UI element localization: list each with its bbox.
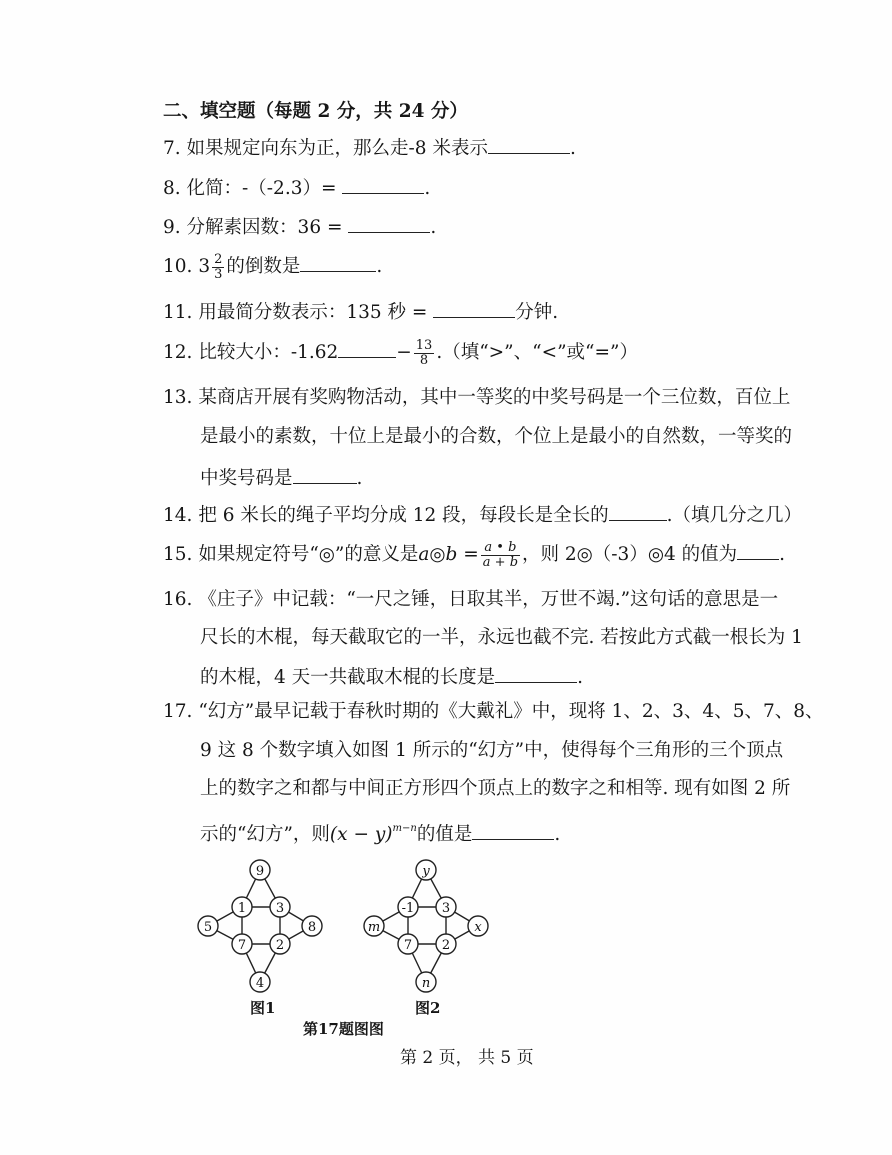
node-label: 2: [275, 938, 285, 953]
node-label: 5: [203, 920, 213, 935]
question-text: 把 6 米长的绳子平均分成 12 段，每段长是全长的: [198, 505, 609, 526]
question-number: 17.: [163, 701, 193, 722]
question-end: .: [779, 544, 786, 565]
question-end: .: [376, 256, 383, 277]
question-13-line3: [200, 463, 362, 492]
question-text: 的倒数是: [226, 256, 301, 277]
question-text: 用最简分数表示：135 秒 =: [198, 302, 428, 323]
question-17-line4: [200, 816, 560, 848]
question-text-mid: ，则 2◎（-3）◎4 的值为: [522, 544, 738, 565]
question-number: 7.: [163, 138, 181, 159]
question-10: [163, 251, 382, 282]
question-text-line4a: 示的“幻方”，则: [200, 824, 330, 845]
question-end: .: [430, 217, 437, 238]
answer-blank[interactable]: [472, 819, 554, 840]
question-text: 如果规定向东为正，那么走-8 米表示: [186, 138, 488, 159]
question-16: [163, 587, 778, 613]
question-number: 8.: [163, 178, 181, 199]
answer-blank[interactable]: [488, 133, 570, 154]
node-label: n: [421, 976, 431, 991]
question-16-line2: 尺长的木棍，每天截取它的一半，永远也截不完. 若按此方式截一根长为 1: [200, 627, 803, 648]
question-9: [163, 212, 436, 241]
node-label: -1: [401, 901, 415, 916]
question-end: .（填几分之几）: [666, 505, 803, 526]
question-end: 分钟.: [515, 302, 559, 323]
question-end: .: [424, 178, 431, 199]
question-text-line3: 中奖号码是: [200, 468, 293, 489]
node-label: 1: [237, 901, 247, 916]
answer-blank[interactable]: [495, 662, 577, 683]
answer-blank[interactable]: [737, 539, 779, 560]
question-13-line2: 是最小的素数，十位上是最小的合数，个位上是最小的自然数，一等奖的: [200, 426, 793, 447]
node-label: 2: [441, 938, 451, 953]
question-number: 9.: [163, 217, 181, 238]
question-end: .: [356, 468, 363, 489]
node-label: 3: [275, 901, 285, 916]
question-8: [163, 173, 430, 202]
power-exponent: m−n: [392, 823, 417, 834]
negative-sign: −: [396, 342, 412, 363]
question-end: .: [554, 824, 561, 845]
question-number: 15.: [163, 544, 193, 565]
question-number: 16.: [163, 589, 193, 610]
question-text: 分解素因数：36 =: [186, 217, 343, 238]
mixed-number-whole: 3: [198, 256, 211, 277]
node-label: m: [367, 920, 381, 935]
question-17: [163, 699, 824, 725]
question-14: [163, 500, 802, 529]
node-label: 7: [237, 938, 247, 953]
question-end: .（填“>”、“<”或“=”）: [436, 342, 638, 363]
answer-blank[interactable]: [433, 297, 515, 318]
figure-group-caption: 第17题图图: [303, 1020, 384, 1038]
operator-definition: a◎b =: [418, 544, 479, 565]
question-12: [163, 337, 638, 368]
question-number: 13.: [163, 387, 193, 408]
section-title: 二、填空题（每题 2 分，共 24 分）: [163, 101, 468, 122]
answer-blank[interactable]: [609, 500, 667, 521]
question-7: [163, 133, 576, 162]
power-expression: (x − y): [329, 824, 393, 845]
question-text: 化简：-（-2.3）=: [186, 178, 337, 199]
question-number: 10.: [163, 256, 193, 277]
question-number: 14.: [163, 505, 193, 526]
page-footer: 第 2 页， 共 5 页: [400, 1048, 534, 1068]
node-label: 7: [403, 938, 413, 953]
question-13: [163, 385, 790, 411]
answer-blank[interactable]: [348, 212, 430, 233]
question-text-line4b: 的值是: [416, 824, 473, 845]
node-label: x: [474, 920, 482, 935]
question-text-line3: 的木棍，4 天一共截取木棍的长度是: [200, 667, 496, 688]
answer-blank[interactable]: [338, 337, 396, 358]
question-15: [163, 539, 785, 570]
figure-2-caption: 图2: [415, 999, 441, 1017]
question-text-line1: 某商店开展有奖购物活动，其中一等奖的中奖号码是一个三位数，百位上: [198, 387, 791, 408]
question-11: [163, 297, 558, 326]
question-number: 12.: [163, 342, 193, 363]
question-text-line1: “幻方”最早记载于春秋时期的《大戴礼》中，现将 1、2、3、4、5、7、8、: [198, 701, 824, 722]
magic-square-figure-2: [356, 852, 496, 1002]
node-label: y: [422, 864, 430, 879]
node-label: 3: [441, 901, 451, 916]
magic-square-figure-1: [190, 852, 330, 1002]
question-number: 11.: [163, 302, 193, 323]
compare-fraction: $\frac{13}{8}$: [415, 337, 433, 368]
question-text: 如果规定符号“◎”的意义是: [198, 544, 419, 565]
question-text: 比较大小：-1.62: [198, 342, 339, 363]
question-17-line2: 9 这 8 个数字填入如图 1 所示的“幻方”中，使得每个三角形的三个顶点: [200, 740, 784, 761]
node-label: 9: [255, 864, 265, 879]
answer-blank[interactable]: [293, 463, 357, 484]
question-16-line3: [200, 662, 583, 691]
answer-blank[interactable]: [300, 251, 376, 272]
mixed-number-fraction: $\frac{2}{3}$: [214, 251, 223, 282]
question-17-line3: 上的数字之和都与中间正方形四个顶点上的数字之和相等. 现有如图 2 所: [200, 778, 791, 799]
question-end: .: [569, 138, 576, 159]
question-end: .: [577, 667, 584, 688]
question-text-line1: 《庄子》中记载：“一尺之锤，日取其半，万世不竭.”这句话的意思是一: [198, 589, 779, 610]
figure-1-caption: 图1: [250, 999, 276, 1017]
node-label: 4: [255, 976, 265, 991]
node-label: 8: [307, 920, 317, 935]
operator-fraction: $\frac{a • b}{a + b}$: [482, 539, 519, 570]
answer-blank[interactable]: [342, 173, 424, 194]
